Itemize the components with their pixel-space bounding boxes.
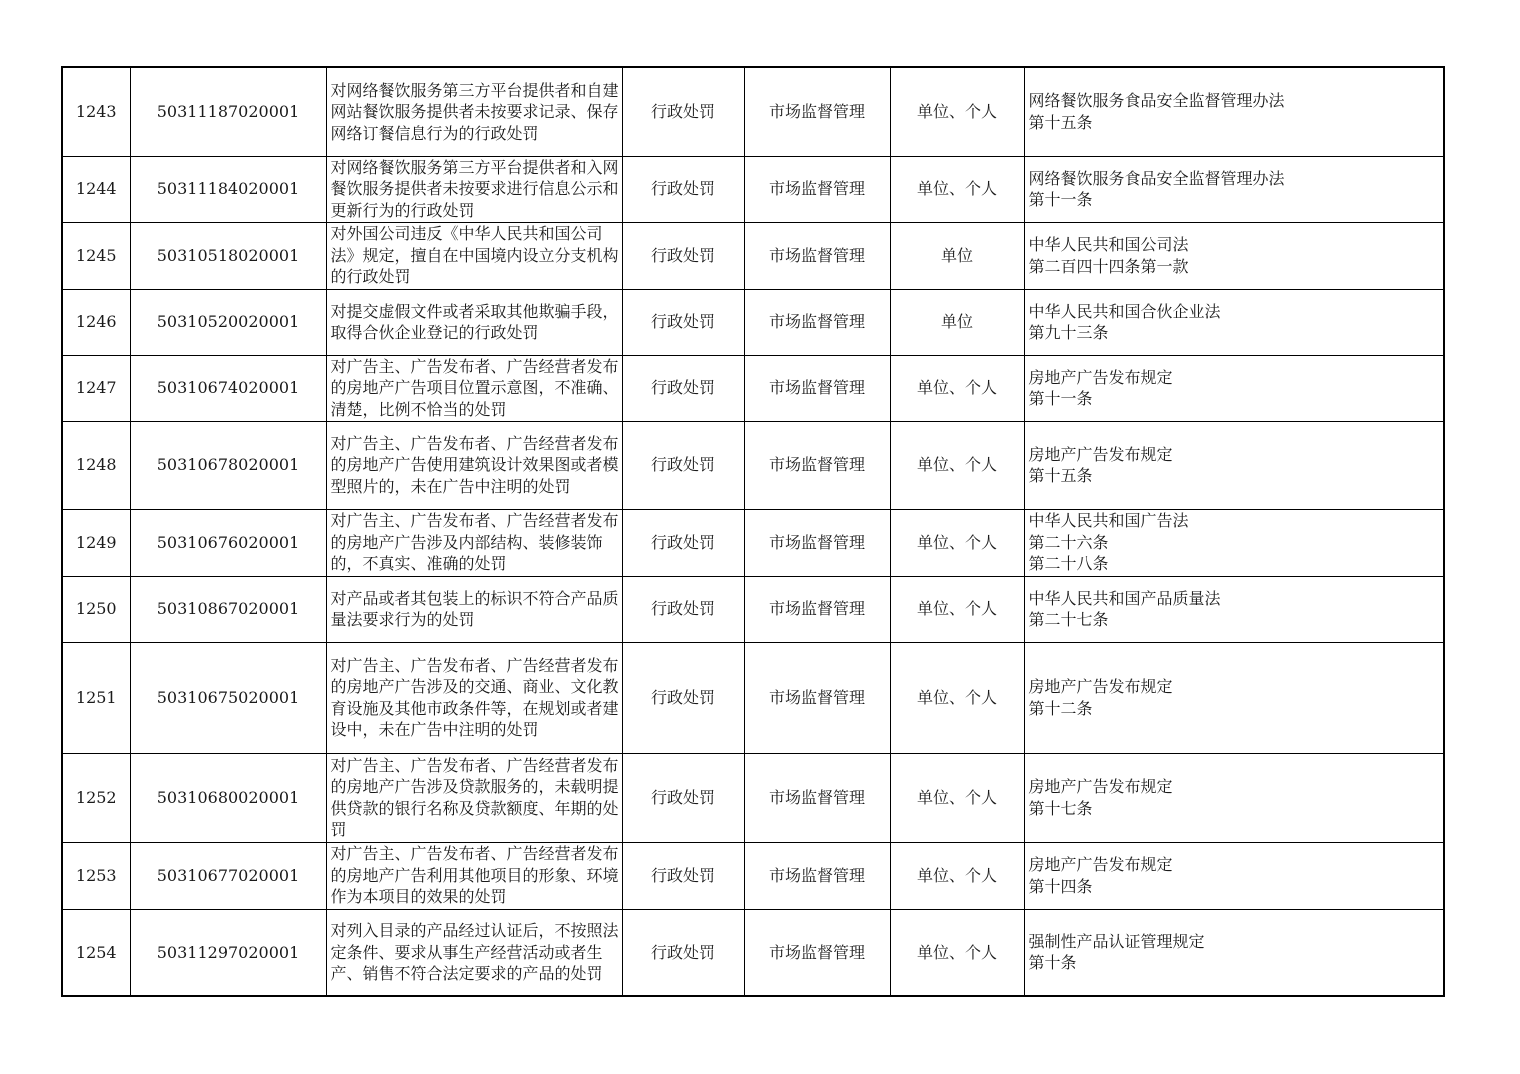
legal-basis-line: 第二十八条	[1028, 554, 1109, 574]
subject-type: 单位、个人	[890, 421, 1024, 509]
department: 市场监督管理	[744, 753, 890, 842]
legal-basis	[1024, 289, 1444, 355]
row-number: 1243	[62, 67, 130, 156]
row-number: 1253	[62, 842, 130, 909]
subject-type: 单位、个人	[890, 156, 1024, 222]
item-code: 50311184020001	[130, 156, 326, 222]
legal-basis-line: 第九十三条	[1028, 323, 1109, 342]
legal-basis	[1024, 421, 1444, 509]
legal-basis-line: 房地产广告发布规定	[1028, 777, 1173, 796]
legal-basis-line: 网络餐饮服务食品安全监督管理办法	[1028, 168, 1285, 188]
subject-type: 单位、个人	[890, 909, 1024, 996]
legal-basis-line: 第十一条	[1028, 190, 1093, 209]
row-number: 1251	[62, 642, 130, 753]
subject-type: 单位、个人	[890, 753, 1024, 842]
item-name: 对提交虚假文件或者采取其他欺骗手段，取得合伙企业登记的行政处罚	[326, 289, 622, 355]
item-code: 50310674020001	[130, 355, 326, 421]
item-name: 对广告主、广告发布者、广告经营者发布的房地产广告涉及内部结构、装修装饰的，不真实、准确的处罚	[326, 509, 622, 576]
table-body	[62, 67, 1444, 996]
item-name: 对列入目录的产品经过认证后，不按照法定条件、要求从事生产经营活动或者生产、销售不符合法定要求的产品的处罚	[326, 909, 622, 996]
legal-basis-line: 第二百四十四条第一款	[1028, 256, 1189, 276]
item-name: 对外国公司违反《中华人民共和国公司法》规定，擅自在中国境内设立分支机构的行政处罚	[326, 222, 622, 289]
table-row	[62, 842, 1444, 909]
item-type: 行政处罚	[622, 156, 744, 222]
department: 市场监督管理	[744, 576, 890, 642]
legal-basis-line: 房地产广告发布规定	[1028, 444, 1173, 464]
item-name: 对网络餐饮服务第三方平台提供者和入网餐饮服务提供者未按要求进行信息公示和更新行为的行政处罚	[326, 156, 622, 222]
table-row	[62, 509, 1444, 576]
legal-basis-line: 第十条	[1028, 953, 1077, 973]
table-row	[62, 156, 1444, 222]
item-name: 对广告主、广告发布者、广告经营者发布的房地产广告使用建筑设计效果图或者模型照片的，未在广告中注明的处罚	[326, 421, 622, 509]
table-row	[62, 576, 1444, 642]
item-type: 行政处罚	[622, 642, 744, 753]
table-row	[62, 355, 1444, 421]
legal-basis-line: 第十七条	[1028, 798, 1093, 818]
subject-type: 单位、个人	[890, 576, 1024, 642]
item-type: 行政处罚	[622, 222, 744, 289]
subject-type: 单位	[890, 222, 1024, 289]
department: 市场监督管理	[744, 67, 890, 156]
item-type: 行政处罚	[622, 842, 744, 909]
item-code: 50310678020001	[130, 421, 326, 509]
row-number: 1249	[62, 509, 130, 576]
department: 市场监督管理	[744, 421, 890, 509]
legal-basis-line: 第十四条	[1028, 876, 1093, 896]
legal-basis	[1024, 753, 1444, 842]
department: 市场监督管理	[744, 156, 890, 222]
legal-basis-line: 第二十七条	[1028, 610, 1109, 629]
legal-basis	[1024, 842, 1444, 909]
table-row	[62, 753, 1444, 842]
item-type: 行政处罚	[622, 421, 744, 509]
legal-basis	[1024, 355, 1444, 421]
item-type: 行政处罚	[622, 289, 744, 355]
legal-basis-line: 强制性产品认证管理规定	[1028, 931, 1205, 951]
item-code: 50310677020001	[130, 842, 326, 909]
subject-type: 单位、个人	[890, 67, 1024, 156]
subject-type: 单位、个人	[890, 842, 1024, 909]
table-row	[62, 642, 1444, 753]
item-type: 行政处罚	[622, 909, 744, 996]
legal-basis-line: 第十五条	[1028, 466, 1093, 485]
item-type: 行政处罚	[622, 509, 744, 576]
row-number: 1244	[62, 156, 130, 222]
legal-basis-line: 中华人民共和国广告法	[1028, 511, 1189, 531]
item-code: 50311297020001	[130, 909, 326, 996]
legal-basis-line: 中华人民共和国合伙企业法	[1028, 301, 1221, 321]
legal-basis-line: 第二十六条	[1028, 532, 1109, 552]
row-number: 1248	[62, 421, 130, 509]
subject-type: 单位、个人	[890, 355, 1024, 421]
table-row	[62, 222, 1444, 289]
legal-basis	[1024, 509, 1444, 576]
legal-basis	[1024, 576, 1444, 642]
row-number: 1252	[62, 753, 130, 842]
legal-basis-line: 房地产广告发布规定	[1028, 677, 1173, 696]
item-code: 50310676020001	[130, 509, 326, 576]
department: 市场监督管理	[744, 842, 890, 909]
department: 市场监督管理	[744, 222, 890, 289]
item-code: 50310520020001	[130, 289, 326, 355]
row-number: 1245	[62, 222, 130, 289]
item-type: 行政处罚	[622, 753, 744, 842]
legal-basis-line: 第十一条	[1028, 389, 1093, 408]
subject-type: 单位	[890, 289, 1024, 355]
item-name: 对网络餐饮服务第三方平台提供者和自建网站餐饮服务提供者未按要求记录、保存网络订餐信息行为的行政处罚	[326, 67, 622, 156]
item-code: 50310867020001	[130, 576, 326, 642]
row-number: 1246	[62, 289, 130, 355]
legal-basis-line: 第十五条	[1028, 112, 1093, 132]
legal-basis-line: 房地产广告发布规定	[1028, 855, 1173, 874]
subject-type: 单位、个人	[890, 642, 1024, 753]
legal-basis-line: 第十二条	[1028, 698, 1093, 718]
department: 市场监督管理	[744, 355, 890, 421]
legal-basis	[1024, 156, 1444, 222]
table-row	[62, 289, 1444, 355]
item-code: 50310680020001	[130, 753, 326, 842]
legal-basis	[1024, 222, 1444, 289]
item-name: 对广告主、广告发布者、广告经营者发布的房地产广告利用其他项目的形象、环境作为本项目的效果的处罚	[326, 842, 622, 909]
item-type: 行政处罚	[622, 67, 744, 156]
power-list-table	[61, 66, 1445, 997]
item-code: 50311187020001	[130, 67, 326, 156]
table-row	[62, 421, 1444, 509]
item-name: 对广告主、广告发布者、广告经营者发布的房地产广告项目位置示意图，不准确、清楚，比例不恰当的处罚	[326, 355, 622, 421]
department: 市场监督管理	[744, 642, 890, 753]
department: 市场监督管理	[744, 289, 890, 355]
item-name: 对广告主、广告发布者、广告经营者发布的房地产广告涉及的交通、商业、文化教育设施及其他市政条件等，在规划或者建设中，未在广告中注明的处罚	[326, 642, 622, 753]
legal-basis	[1024, 642, 1444, 753]
legal-basis	[1024, 909, 1444, 996]
item-code: 50310675020001	[130, 642, 326, 753]
legal-basis-line: 中华人民共和国产品质量法	[1028, 588, 1221, 608]
table-row	[62, 67, 1444, 156]
table-row	[62, 909, 1444, 996]
legal-basis-line: 网络餐饮服务食品安全监督管理办法	[1028, 91, 1285, 111]
subject-type: 单位、个人	[890, 509, 1024, 576]
department: 市场监督管理	[744, 909, 890, 996]
row-number: 1250	[62, 576, 130, 642]
item-name: 对产品或者其包装上的标识不符合产品质量法要求行为的处罚	[326, 576, 622, 642]
department: 市场监督管理	[744, 509, 890, 576]
row-number: 1254	[62, 909, 130, 996]
legal-basis-line: 中华人民共和国公司法	[1028, 235, 1189, 254]
legal-basis-line: 房地产广告发布规定	[1028, 367, 1173, 387]
item-type: 行政处罚	[622, 355, 744, 421]
legal-basis	[1024, 67, 1444, 156]
item-type: 行政处罚	[622, 576, 744, 642]
row-number: 1247	[62, 355, 130, 421]
item-code: 50310518020001	[130, 222, 326, 289]
item-name: 对广告主、广告发布者、广告经营者发布的房地产广告涉及贷款服务的，未载明提供贷款的银行名称及贷款额度、年期的处罚	[326, 753, 622, 842]
